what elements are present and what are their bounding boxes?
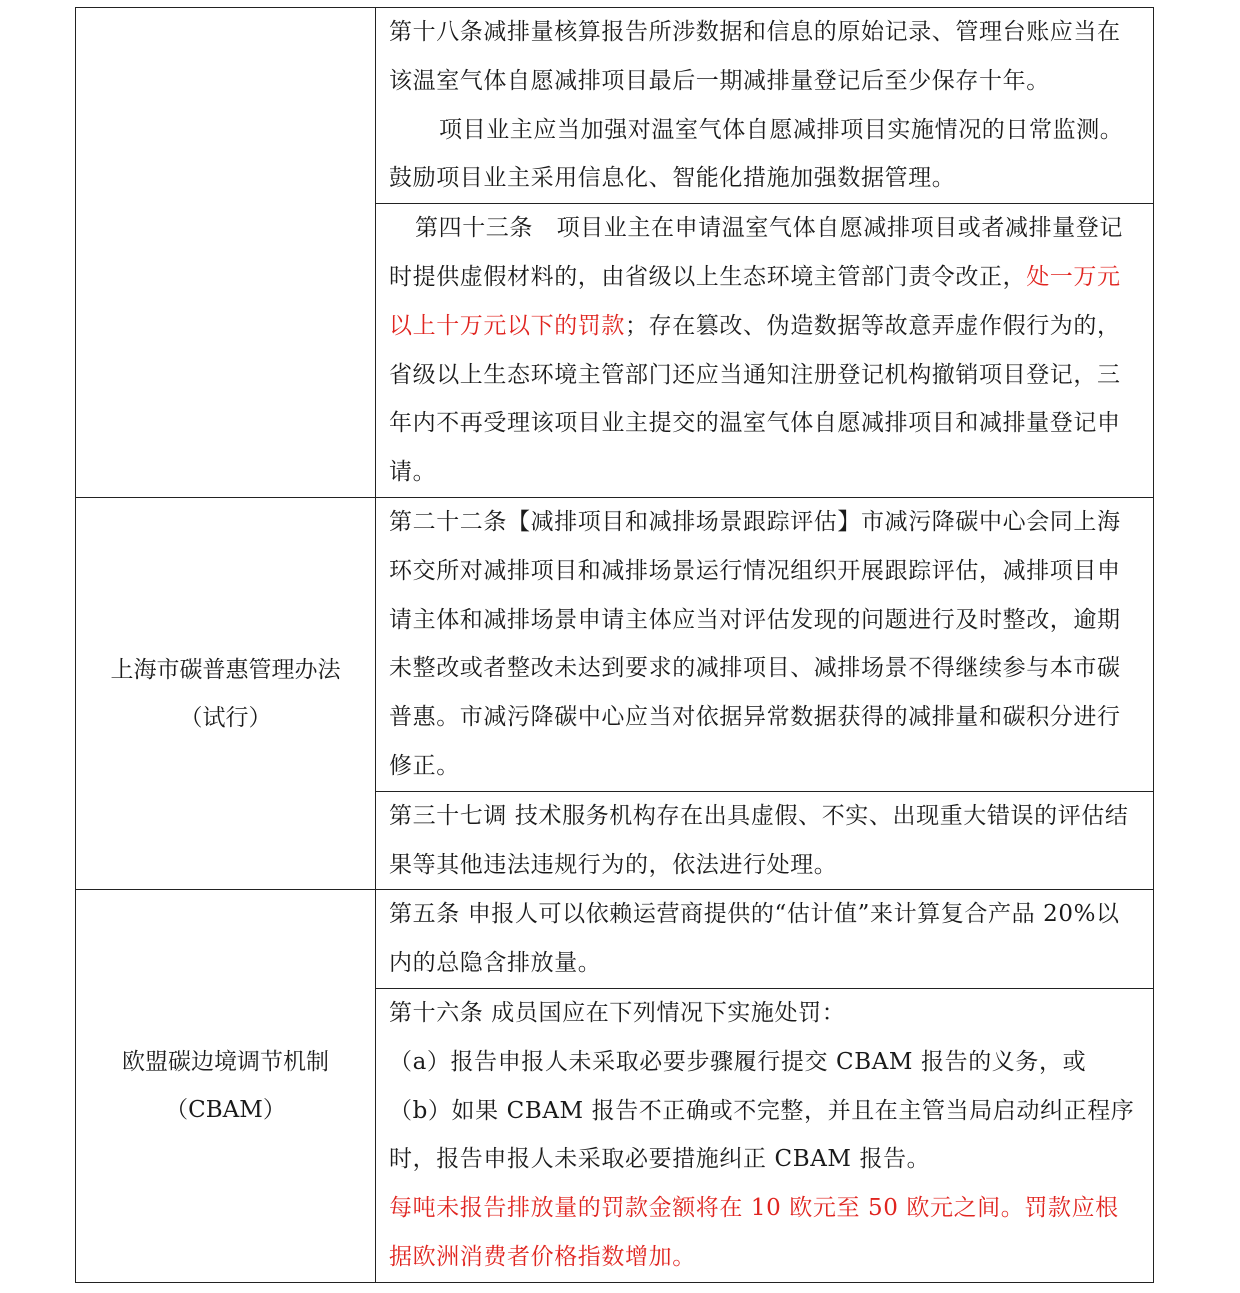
clause-cell [376, 8, 1154, 204]
clause-paragraph: 第十六条 成员国应在下列情况下实施处罚： [389, 999, 846, 1026]
clause-cell [376, 890, 1154, 989]
table-row [76, 8, 1154, 204]
clause-cell [376, 988, 1154, 1282]
clause-paragraph: （a）报告申报人未采取必要步骤履行提交 CBAM 报告的义务，或 [389, 1048, 1087, 1075]
clause-text: ；存在篡改、伪造数据等故意弄虚作假行为的，省级以上生态环境主管部门还应当通知注册登记机构撤销项目登记，三年内不再受理该项目业主提交的温室气体自愿减排项目和减排量登记申请。 [389, 312, 1121, 486]
table-row [76, 890, 1154, 989]
clause-paragraph: 第五条 申报人可以依赖运营商提供的“估计值”来计算复合产品 20%以内的总隐含排放量。 [389, 901, 1120, 977]
clause-cell [376, 204, 1154, 498]
clause-cell [376, 497, 1154, 791]
clause-paragraph: 项目业主应当加强对温室气体自愿减排项目实施情况的日常监测。鼓励项目业主采用信息化、智能化措施加强数据管理。 [389, 116, 1124, 192]
regulation-table [75, 7, 1154, 1283]
clause-paragraph: 第十八条减排量核算报告所涉数据和信息的原始记录、管理台账应当在该温室气体自愿减排项目最后一期减排量登记后至少保存十年。 [389, 19, 1121, 94]
law-name: 欧盟碳边境调节机制 [122, 1049, 329, 1076]
table-row [76, 497, 1154, 791]
clause-cell [376, 791, 1154, 890]
clause-text: 第四十三条 项目业主在申请温室气体自愿减排项目或者减排量登记时提供虚假材料的，由省级以上生态环境主管部门责令改正， [389, 215, 1123, 290]
law-name-cell [76, 8, 376, 498]
law-name-cell [76, 890, 376, 1283]
law-name-cell [76, 497, 376, 889]
clause-paragraph: 第三十七调 技术服务机构存在出具虚假、不实、出现重大错误的评估结果等其他违法违规行为的，依法进行处理。 [389, 802, 1129, 878]
penalty-highlight: 处一万元以上十万元以下的罚款 [389, 263, 1121, 339]
clause-paragraph: 第二十二条【减排项目和减排场景跟踪评估】市减污降碳中心会同上海环交所对减排项目和减排场景运行情况组织开展跟踪评估，减排项目申请主体和减排场景申请主体应当对评估发现的问题进行及时整改，逾期未整改或者整改未达到要求的减排项目、减排场景不得继续参与本市碳普惠。市减污降碳中心应当对依据异常数据获得的减排量和碳积分进行修正。 [389, 508, 1121, 779]
clause-paragraph: （b）如果 CBAM 报告不正确或不完整，并且在主管当局启动纠正程序时，报告申报人未采取必要措施纠正 CBAM 报告。 [389, 1097, 1135, 1173]
law-name-sub: （CBAM） [165, 1097, 286, 1124]
law-name: 上海市碳普惠管理办法 [110, 656, 341, 683]
clause-paragraph [389, 204, 1141, 497]
penalty-highlight: 每吨未报告排放量的罚款金额将在 10 欧元至 50 欧元之间。罚款应根据欧洲消费者价格指数增加。 [389, 1195, 1119, 1270]
law-name-sub: （试行） [179, 704, 272, 731]
